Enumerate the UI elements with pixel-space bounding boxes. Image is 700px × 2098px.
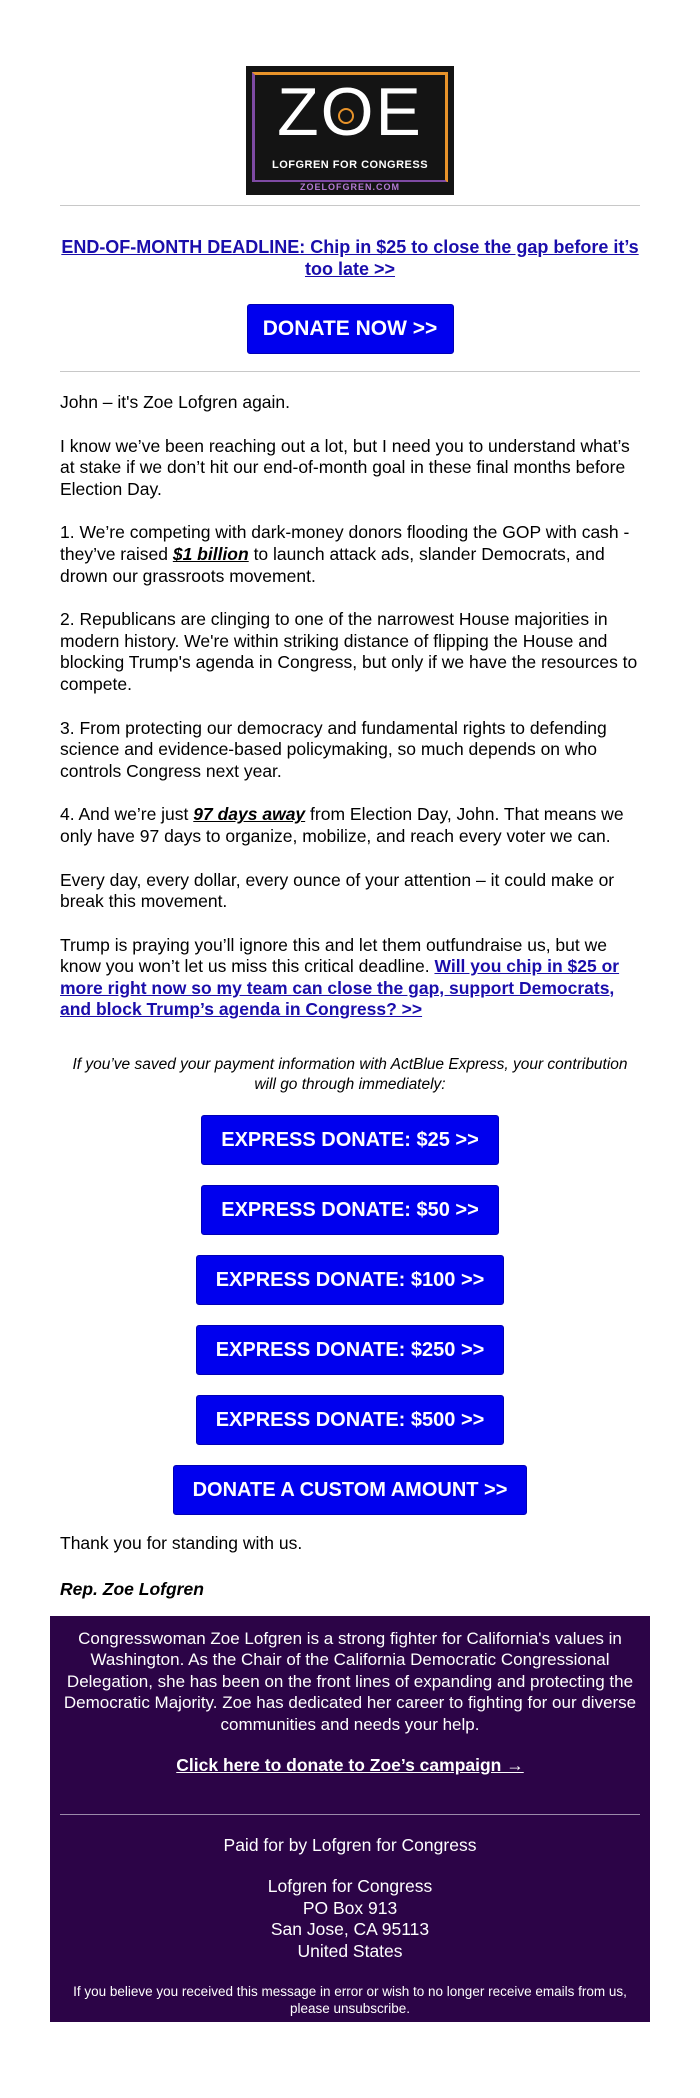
text: to launch attack ads, slander Democrats, and drown our grassroots movement. xyxy=(60,543,605,586)
paragraph-point-1 xyxy=(60,522,640,587)
emphasis-days: 97 days away xyxy=(193,804,306,825)
thanks-line: Thank you for standing with us. xyxy=(60,1533,303,1554)
express-donate-500-button[interactable]: EXPRESS DONATE: $500 >> xyxy=(196,1395,504,1445)
footer-donate xyxy=(60,1755,640,1776)
paragraph-point-3: 3. From protecting our democracy and fundamental rights to defending science and evidence-based policymaking, so much depends on who controls Congress next year. xyxy=(60,717,607,781)
deadline-headline xyxy=(60,236,640,280)
chip-in-link[interactable]: Will you chip in $25 or more right now so my team can close the gap, support Democrats, and block Trump’s agenda in Congress? >> xyxy=(60,956,620,1020)
express-donate-25-button[interactable]: EXPRESS DONATE: $25 >> xyxy=(201,1115,499,1165)
mailing-address xyxy=(60,1876,640,1962)
donate-custom-amount-button[interactable]: DONATE A CUSTOM AMOUNT >> xyxy=(173,1465,527,1515)
logo-url: ZOELOFGREN.COM xyxy=(246,182,454,195)
divider xyxy=(60,205,640,206)
footer-divider xyxy=(60,1814,640,1815)
email-page xyxy=(0,66,700,2022)
text: 1. We’re competing with dark-money donors flooding the GOP with cash - they’ve raised xyxy=(60,522,630,564)
express-donate-100-button[interactable]: EXPRESS DONATE: $100 >> xyxy=(196,1255,504,1305)
logo-name: ZOE xyxy=(277,74,423,150)
text: 4. And we’re just xyxy=(60,804,194,825)
address-line: San Jose, CA 95113 xyxy=(270,1919,430,1940)
paragraph-urgency: Every day, every dollar, every ounce of your attention – it could make or break this movement. xyxy=(60,869,615,912)
paragraph-point-4 xyxy=(60,804,640,847)
express-donate-250-button[interactable]: EXPRESS DONATE: $250 >> xyxy=(196,1325,504,1375)
express-note: If you’ve saved your payment information with ActBlue Express, your contribution will go through immediately: xyxy=(72,1056,628,1094)
greeting: John – it's Zoe Lofgren again. xyxy=(60,392,291,412)
signature: Rep. Zoe Lofgren xyxy=(60,1578,204,1599)
paragraph-point-2: 2. Republicans are clinging to one of the narrowest House majorities in modern history. We're within striking distance of flipping the House and blocking Trump's agenda in Congress, but only if we have the resources to compete. xyxy=(60,609,638,694)
address-line: PO Box 913 xyxy=(302,1897,398,1918)
text: from Election Day, John. That means we only have 97 days to organize, mobilize, and reach every voter we can. xyxy=(60,804,624,846)
footer-donate-link[interactable]: Click here to donate to Zoe’s campaign → xyxy=(176,1755,524,1776)
address-line: United States xyxy=(297,1940,403,1961)
paid-for-disclaimer: Paid for by Lofgren for Congress xyxy=(223,1835,477,1856)
paragraph-intro: I know we’ve been reaching out a lot, but I need you to understand what’s at stake if we don’t hit our end-of-month goal in these final months before Election Day. xyxy=(60,435,630,499)
express-donate-50-button[interactable]: EXPRESS DONATE: $50 >> xyxy=(201,1185,499,1235)
emphasis-amount: $1 billion xyxy=(172,543,249,564)
paragraph-ask xyxy=(60,935,640,1021)
footer xyxy=(50,1616,650,2022)
text: Trump is praying you’ll ignore this and let them outfundraise us, but we know you won’t let us miss this critical deadline. xyxy=(60,934,607,977)
campaign-logo[interactable] xyxy=(246,66,454,195)
donate-now-button[interactable]: DONATE NOW >> xyxy=(247,304,454,354)
logo-subtitle: LOFGREN FOR CONGRESS xyxy=(271,159,429,171)
lightbulb-icon xyxy=(338,108,354,124)
divider xyxy=(60,371,640,372)
unsubscribe-text[interactable]: If you believe you received this message in error or wish to no longer receive emails from us, please unsubscribe. xyxy=(73,1983,627,2016)
footer-bio: Congresswoman Zoe Lofgren is a strong fighter for California's values in Washington. As the Chair of the California Democratic Congressional Delegation, she has been on the front lines of expanding and protecting the Democratic Majority. Zoe has dedicated her career to fighting for our diverse communities and needs your help. xyxy=(63,1628,637,1734)
deadline-link[interactable]: END-OF-MONTH DEADLINE: Chip in $25 to close the gap before it’s too late >> xyxy=(61,237,639,279)
address-line: Lofgren for Congress xyxy=(267,1876,433,1897)
